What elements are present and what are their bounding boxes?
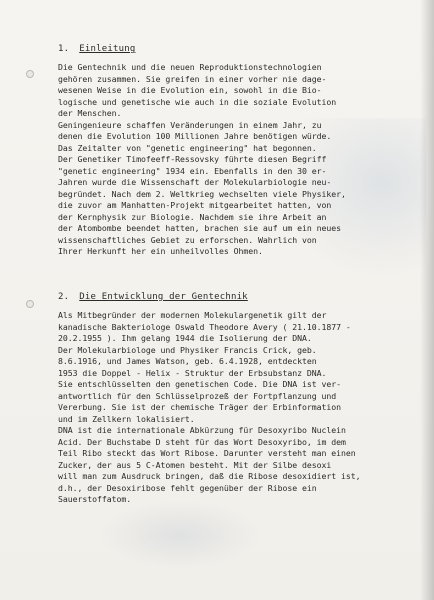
- section-body: [58, 310, 403, 506]
- page-edge-shadow: [420, 0, 434, 600]
- text-line: Zucker, der aus 5 C-Atomen besteht. Mit der Silbe desoxi: [58, 459, 332, 470]
- text-line: 1953 die Doppel - Helix - Struktur der Erbsubstanz DNA.: [58, 367, 327, 378]
- section-title: Einleitung: [79, 44, 136, 54]
- text-line: wesenen Weise in die Evolution ein, sowohl in die Bio-: [58, 85, 322, 95]
- text-line: der Kernphysik zur Biologie. Nachdem sie ihre Arbeit an: [58, 211, 327, 222]
- section-body: [58, 62, 403, 258]
- text-line: Jahren wurde die Wissenschaft der Molekularbiologie neu-: [58, 177, 332, 187]
- section-development: [58, 292, 403, 506]
- text-line: Das Zeitalter von "genetic engineering" hat begonnen.: [58, 142, 317, 153]
- text-line: und im Zellkern lokalisiert.: [58, 413, 195, 424]
- text-line: der Atombombe beendet hatten, brachen sie auf um ein neues: [58, 223, 341, 233]
- text-line: Ihrer Herkunft her ein unheilvolles Ohmen.: [58, 246, 263, 256]
- text-line: antwortlich für den Schlüsselprozeß der Fortpflanzung und: [58, 390, 337, 401]
- text-line: die zuvor am Manhatten-Projekt mitgearbeitet hatten, von: [58, 200, 332, 210]
- text-line: 8.6.1916, und James Watson, geb. 6.4.1928, entdeckten: [58, 356, 317, 366]
- text-line: Acid. Der Buchstabe D steht für das Wort Desoxyribo, im dem: [58, 436, 346, 447]
- text-line: kanadische Bakteriologe Oswald Theodore Avery ( 21.10.1877 -: [58, 321, 351, 332]
- section-title: Die Entwicklung der Gentechnik: [79, 292, 248, 302]
- text-line: "genetic engineering" 1934 ein. Ebenfalls in den 30 er-: [58, 165, 327, 176]
- text-line: DNA ist die internationale Abkürzung für Desoxyribo Nuclein: [58, 425, 346, 435]
- text-line: Die Gentechnik und die neuen Reproduktionstechnologien: [58, 62, 322, 72]
- punch-hole: [26, 70, 34, 78]
- text-line: begründet. Nach dem 2. Weltkrieg wechselten viele Physiker,: [58, 188, 346, 199]
- text-line: Der Molekularbiologe und Physiker Francis Crick, geb.: [58, 344, 317, 355]
- text-line: wissenschaftliches Gebiet zu erforschen. Wahrlich von: [58, 234, 317, 245]
- section-introduction: [58, 44, 403, 258]
- text-line: Vererbung. Sie ist der chemische Träger der Erbinformation: [58, 402, 341, 412]
- text-line: gehören zusammen. Sie greifen in einer vorher nie dage-: [58, 73, 327, 84]
- punch-hole: [26, 300, 34, 308]
- text-line: Sauerstoffatom.: [58, 494, 132, 504]
- text-line: Sie entschlüsselten den genetischen Code. Die DNA ist ver-: [58, 379, 341, 389]
- section-heading: [58, 292, 403, 302]
- text-line: 20.2.1955 ). Ihm gelang 1944 die Isolierung der DNA.: [58, 333, 312, 343]
- text-line: denen die Evolution 100 Millionen Jahre benötigen würde.: [58, 131, 332, 141]
- show-through-bleed: [100, 500, 260, 570]
- section-number: 2.: [58, 292, 70, 302]
- text-line: Der Genetiker Timofeeff-Ressovsky führte diesen Begriff: [58, 154, 327, 164]
- text-line: Teil Ribo steckt das Wort Ribose. Darunter versteht man einen: [58, 448, 356, 458]
- text-line: Geningenieure schaffen Veränderungen in einem Jahr, zu: [58, 119, 322, 130]
- text-line: d.h., der Desoxiribose fehlt gegenüber der Ribose ein: [58, 482, 317, 493]
- text-line: der Menschen.: [58, 108, 122, 118]
- section-number: 1.: [58, 44, 70, 54]
- text-line: Als Mitbegründer der modernen Molekulargenetik gilt der: [58, 310, 327, 320]
- text-line: will man zum Ausdruck bringen, daß die Ribose desoxidiert ist,: [58, 471, 361, 481]
- text-line: logische und genetische wie auch in die soziale Evolution: [58, 96, 337, 107]
- section-heading: [58, 44, 403, 54]
